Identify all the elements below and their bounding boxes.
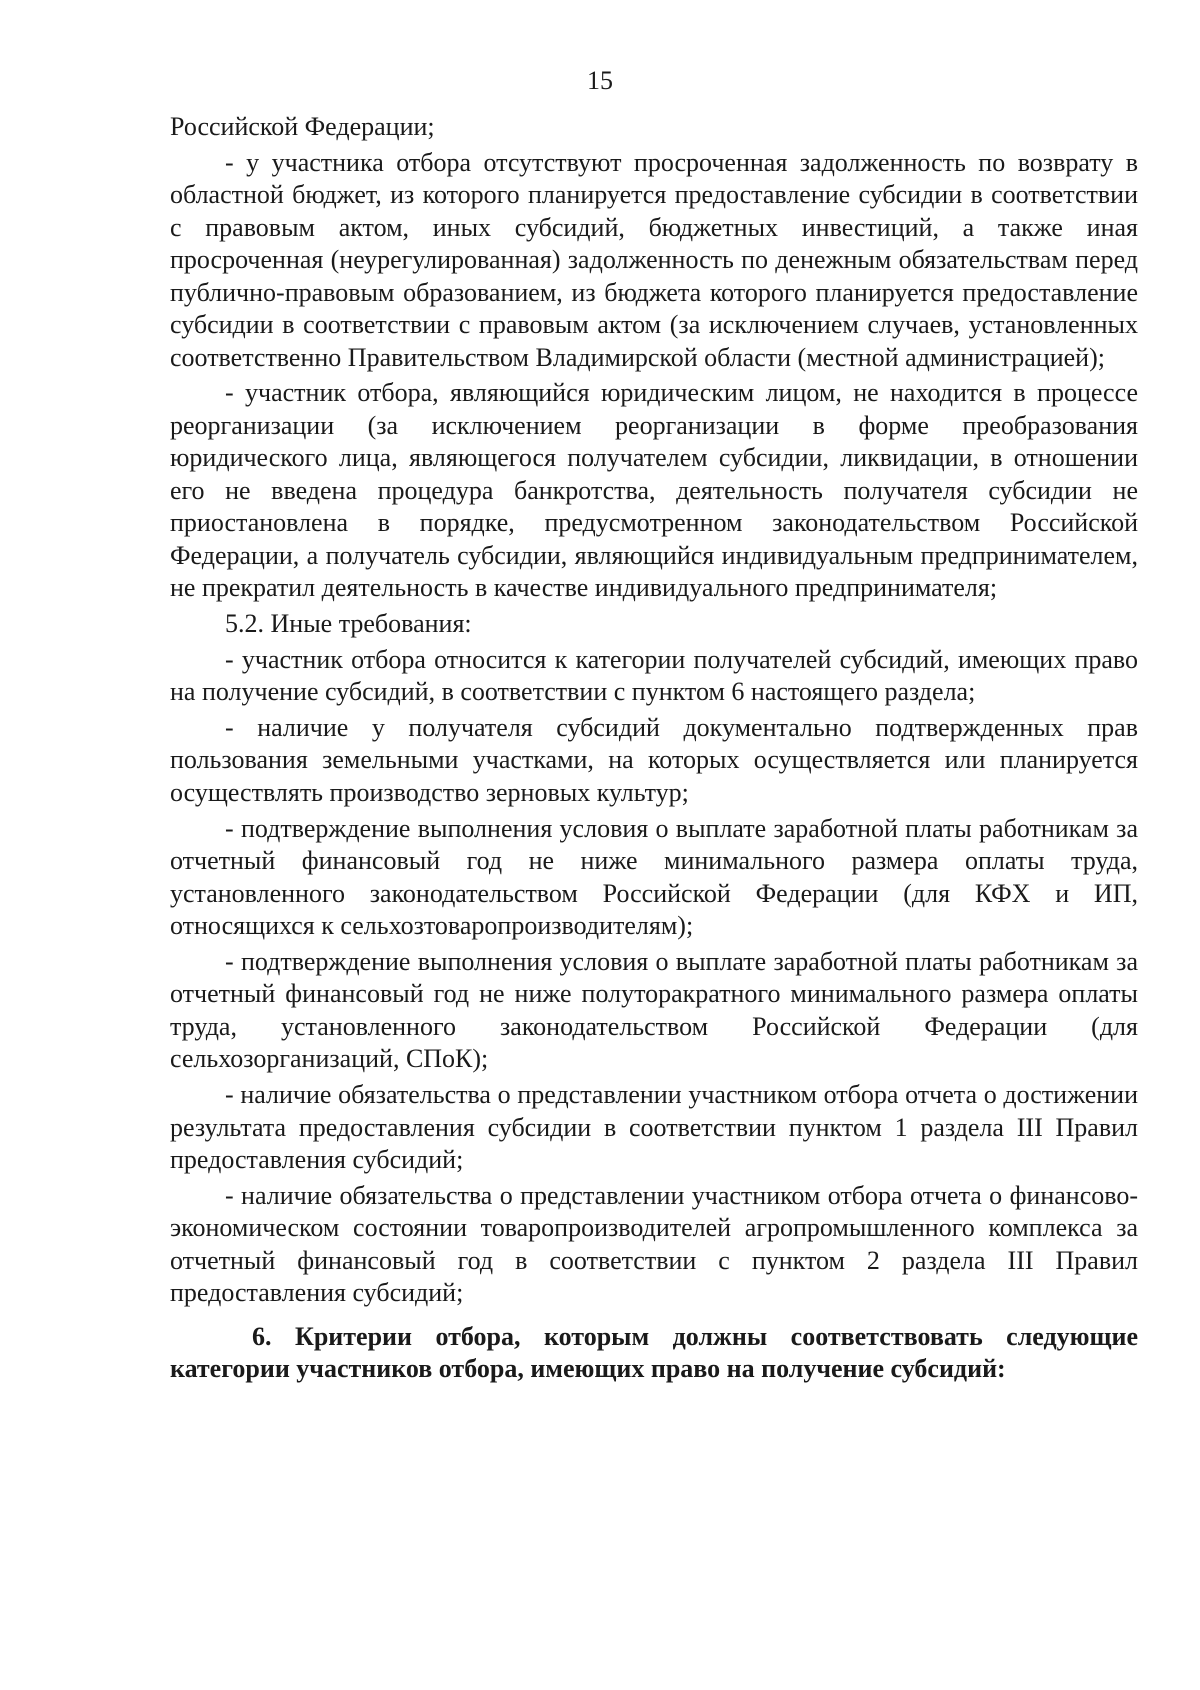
paragraph-result-report-obligation: - наличие обязательства о представлении участником отбора отчета о достижении результата предоставления субсидии в соответствии пунктом 1 раздела III Правил предоставления субсидий;	[170, 1080, 1138, 1174]
paragraph-not-in-reorganization: - участник отбора, являющийся юридическим лицом, не находится в процессе реорганизации (за исключением реорганизации в форме преобразования юридического лица, являющегося получателем субсидии, ликвидации, в отношении его не введена процедура банкротства, деятельность получателя субсидии не приостановлена в порядке, предусмотренном законодательством Российской Федерации, а получатель субсидии, являющийся индивидуальным предпринимателем, не прекратил деятельность в качестве индивидуального предпринимателя;	[170, 378, 1138, 603]
paragraph-financial-report-obligation: - наличие обязательства о представлении участником отбора отчета о финансово-экономическом состоянии товаропроизводителей агропромышленного комплекса за отчетный финансовый год в соответствии с пунктом 2 раздела III Правил предоставления субсидий;	[170, 1180, 1138, 1308]
paragraph-land-rights: - наличие у получателя субсидий документально подтвержденных прав пользования земельными участками, на которых осуществляется или планируется осуществлять производство зерновых культур;	[170, 712, 1138, 807]
section-heading-selection-criteria: 6. Критерии отбора, которым должны соответствовать следующие категории участников отбора, имеющих право на получение субсидий:	[170, 1321, 1138, 1384]
paragraph-continuation: Российской Федерации;	[170, 112, 435, 141]
paragraph-recipient-category: - участник отбора относится к категории получателей субсидий, имеющих право на получение субсидий, в соответствии с пунктом 6 настоящего раздела;	[170, 644, 1138, 707]
document-body	[170, 111, 1138, 1389]
paragraph-wage-condition-organizations: - подтверждение выполнения условия о выплате заработной платы работникам за отчетный финансовый год не ниже полуторакратного минимального размера оплаты труда, установленного законодательством Российской Федерации (для сельхозорганизаций, СПоК);	[170, 946, 1138, 1074]
paragraph-no-overdue-debt: - у участника отбора отсутствуют просроченная задолженность по возврату в областной бюджет, из которого планируется предоставление субсидии в соответствии с правовым актом, иных субсидий, бюджетных инвестиций, а также иная просроченная (неурегулированная) задолженность по денежным обязательствам перед публично-правовым образованием, из бюджета которого планируется предоставление субсидии в соответствии с правовым актом (за исключением случаев, установленных соответственно Правительством Владимирской области (местной администрацией);	[170, 147, 1138, 372]
paragraph-other-requirements-title: 5.2. Иные требования:	[225, 609, 472, 639]
paragraph-wage-condition-kfh: - подтверждение выполнения условия о выплате заработной платы работникам за отчетный финансовый год не ниже минимального размера оплаты труда, установленного законодательством Российской Федерации (для КФХ и ИП, относящихся к сельхозтоваропроизводителям);	[170, 813, 1138, 941]
page-number: 15	[587, 66, 613, 95]
